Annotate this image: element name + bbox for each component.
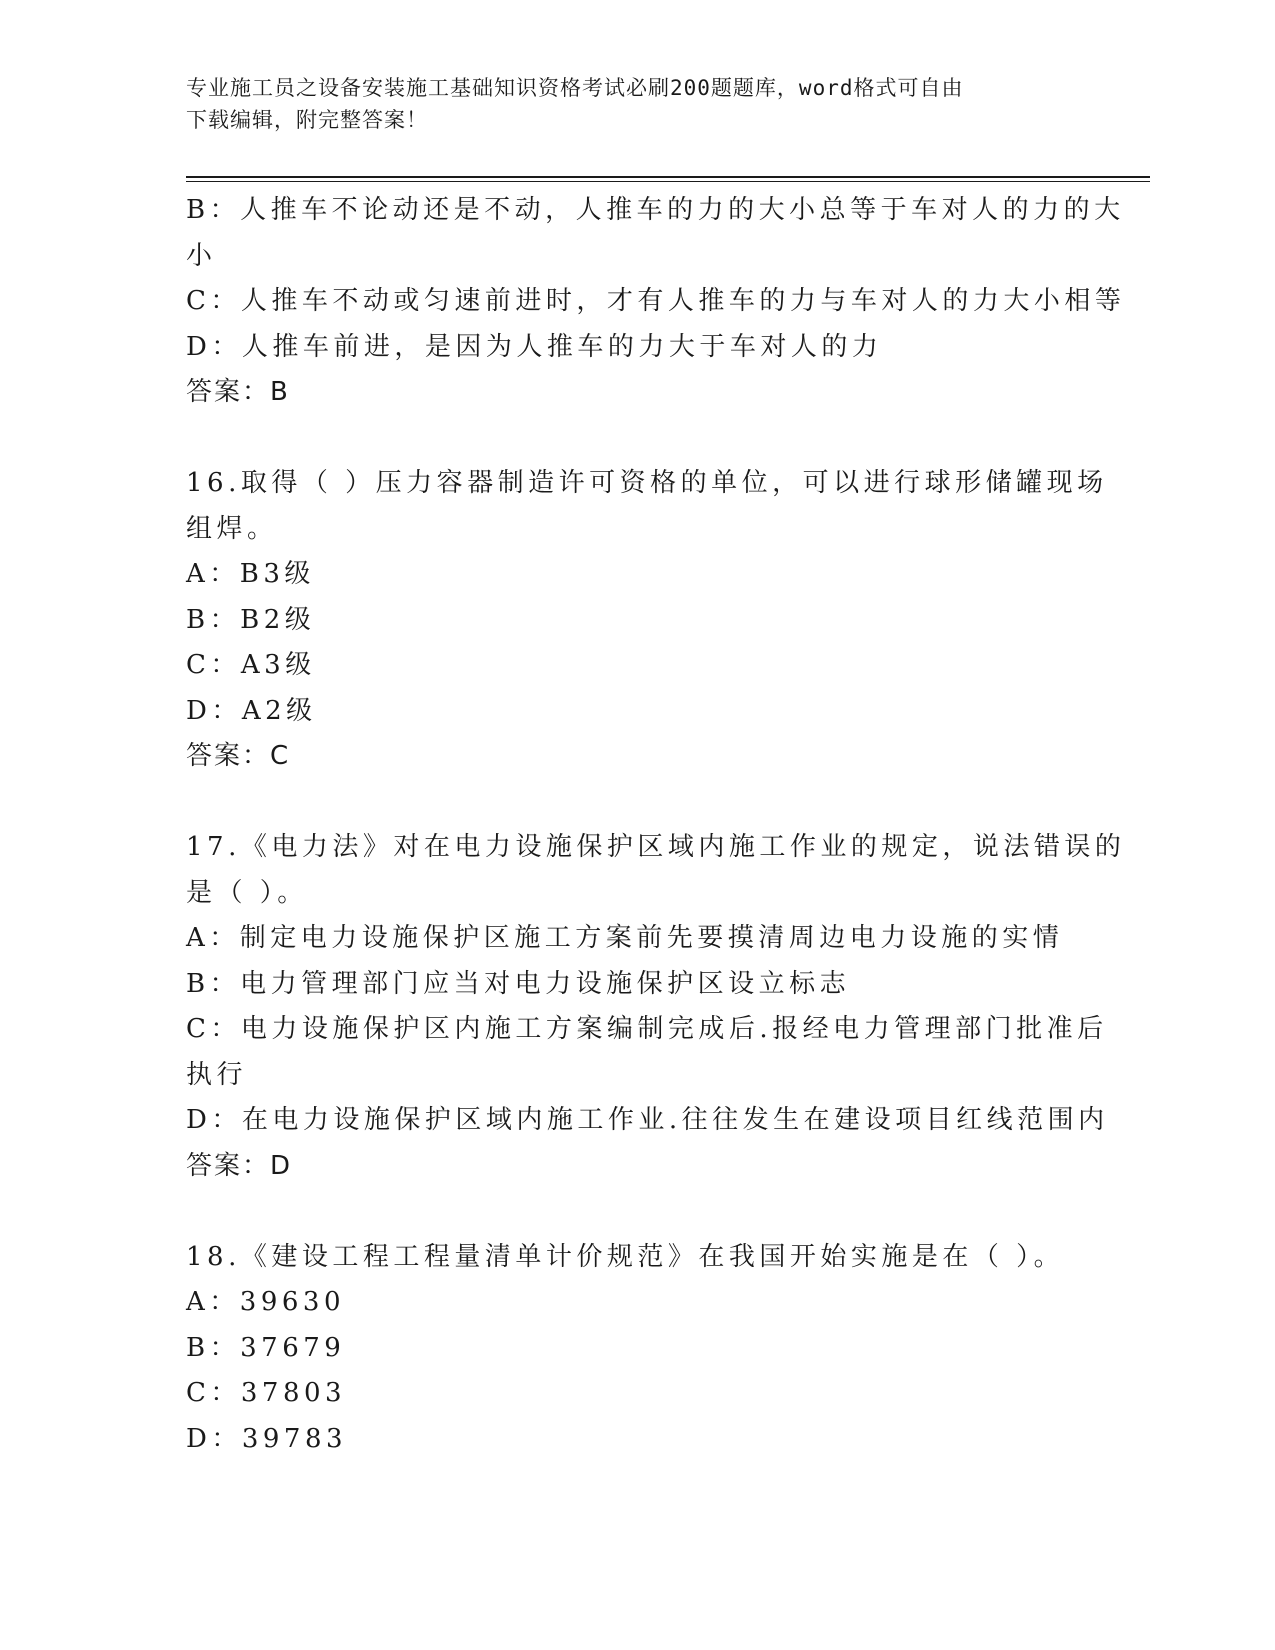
question-15 xyxy=(186,188,1126,416)
q16-option-a: A：B3级 xyxy=(186,559,315,589)
q16-option-c: C：A3级 xyxy=(186,650,316,680)
q15-option-d: D：人推车前进，是因为人推车的力大于车对人的力 xyxy=(186,331,883,362)
q17-stem-line-1: 17.《电力法》对在电力设施保护区域内施工作业的规定，说法错误的 xyxy=(186,832,1126,862)
q18-stem: 18.《建设工程工程量清单计价规范》在我国开始实施是在（ ）。 xyxy=(186,1241,1065,1272)
header-line-2: 下载编辑，附完整答案！ xyxy=(186,108,428,132)
q16-option-d: D：A2级 xyxy=(186,695,317,726)
q17-option-b: B：电力管理部门应当对电力设施保护区设立标志 xyxy=(186,968,851,999)
q18-option-d: D：39783 xyxy=(186,1423,348,1454)
document-header xyxy=(186,72,1066,136)
q17-option-c-line-2: 执行 xyxy=(186,1059,248,1090)
q15-option-b-line-1: B：人推车不论动还是不动，人推车的力的大小总等于车对人的力的大 xyxy=(186,195,1125,225)
question-16 xyxy=(186,461,1108,780)
spacer xyxy=(186,416,1066,462)
header-rule-thick xyxy=(186,176,1150,178)
q16-answer: 答案：C xyxy=(186,741,291,771)
q18-option-c: C：37803 xyxy=(186,1378,347,1408)
q17-answer: 答案：D xyxy=(186,1150,293,1181)
document-body xyxy=(186,188,1126,1462)
question-18 xyxy=(186,1235,1066,1463)
header-line-1: 专业施工员之设备安装施工基础知识资格考试必刷200题题库，word格式可自由 xyxy=(186,76,964,100)
spacer xyxy=(186,780,1066,826)
q17-option-c-line-1: C：电力设施保护区内施工方案编制完成后.报经电力管理部门批准后 xyxy=(186,1014,1108,1044)
q15-answer: 答案：B xyxy=(186,377,290,407)
header-rule-thin xyxy=(186,181,1150,182)
q16-stem-line-2: 组焊。 xyxy=(186,513,278,544)
q15-option-c: C：人推车不动或匀速前进时，才有人推车的力与车对人的力大小相等 xyxy=(186,286,1126,316)
q17-stem-line-2: 是（ ）。 xyxy=(186,877,308,908)
q15-option-b-line-2: 小 xyxy=(186,240,217,271)
q17-option-a: A：制定电力设施保护区施工方案前先要摸清周边电力设施的实情 xyxy=(186,923,1064,953)
question-17 xyxy=(186,825,1126,1189)
spacer xyxy=(186,1189,1066,1235)
q16-option-b: B：B2级 xyxy=(186,604,316,635)
q18-option-b: B：37679 xyxy=(186,1332,346,1363)
q18-option-a: A：39630 xyxy=(186,1287,345,1317)
q17-option-d: D：在电力设施保护区域内施工作业.往往发生在建设项目红线范围内 xyxy=(186,1105,1109,1135)
q16-stem-line-1: 16.取得（ ）压力容器制造许可资格的单位，可以进行球形储罐现场 xyxy=(186,468,1108,498)
